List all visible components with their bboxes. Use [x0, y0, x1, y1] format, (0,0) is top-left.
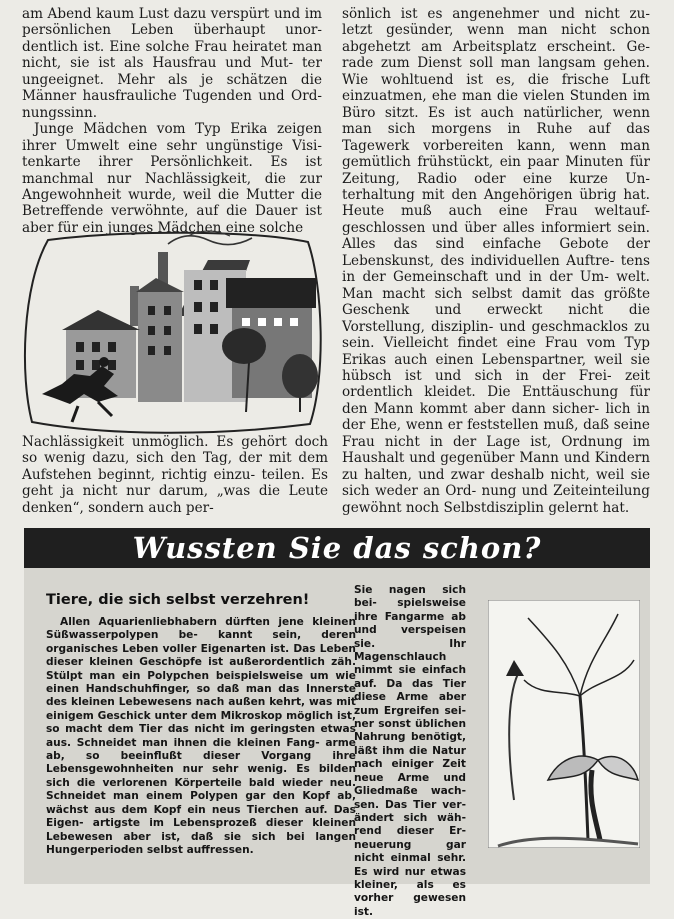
article-column-left-bottom [22, 434, 328, 516]
info-box-column-2: Sie nagen sich bei- spielsweise ihre Fangarme ab und verspeisen sie. Ihr Magenschlauch nimmt sie einfach auf. Da das Tier diese Arme aber zum Ergreifen sei- ner sonst üblichen Nahrung benötigt, läßt ihm die Natur nach einiger Zeit neue Arme und Gliedmaße wach- sen. Das Tier ver- ändert sich wäh- rend dieser Er- neuerung gar nicht einmal sehr. Es wird nur etwas kleiner, als es vorher gewesen ist. [354, 584, 466, 918]
info-box-column-1: Allen Aquarienliebhabern dürften jene kleinen Süßwasserpolypen be- kannt sein, deren organisches Leben voller Eigenarten ist. Das Leben dieser kleinen Geschöpfe ist außerordentlich zäh. Stülpt man ein Polypchen beispielsweise um wie einen Handschuhfinger, so daß man das Innerste des kleinen Lebewesens nach außen kehrt, was mit einigem Geschick unter dem Mikroskop möglich ist, so macht dem Tier das nicht im geringsten etwas aus. Schneidet man ihnen die kleinen Fang- arme ab, so beeinflußt dieser Vorgang ihre Lebensgewohnheiten nur sehr wenig. Es bilden sich die verlorenen Körperteile bald wieder neu. Schneidet man einem Polypen gar den Kopf ab, wächst aus dem Kopf ein neus Tierchen auf. Das Eigen- artigste im Lebensprozeß dieser kleinen Lebewesen aber ist, daß sie sich bei langen Hungerperioden selbst auffressen. [46, 616, 357, 856]
article-column-left-top [22, 6, 322, 236]
info-box-header-title: Wussten Sie das schon? [132, 531, 542, 565]
info-box-article-title: Tiere, die sich selbst verzehren! [46, 592, 310, 608]
info-box [24, 528, 650, 918]
paragraph-1: am Abend kaum Lust dazu verspürt und im persönlichen Leben überhaupt unor- dentlich ist. Eine solche Frau heiratet man nicht, sie ist als Hausfrau und Mut- ter ungeeignet. Mehr als je schätzen die Männer hausfrauliche Tugenden und Ord- nungssinn. [22, 6, 323, 121]
polyp-illustration [488, 600, 640, 848]
info-box-header [24, 528, 650, 568]
paragraph-4: sönlich ist es angenehmer und nicht zu- letzt gesünder, wenn man nicht schon abgehetzt am Arbeitsplatz erscheint. Ge- rade zum Dienst soll man langsam gehen. Wie wohltuend ist es, die frische Luft einzuatmen, ehe man die vielen Stunden im Büro sitzt. Es ist auch natürlicher, wenn man sich morgens in Ruhe auf das Tagewerk vorbereiten kann, wenn man gemütlich frühstückt, ein paar Minuten für Zeitung, Radio oder eine kurze Un- terhaltung mit den Angehörigen übrig hat. Heute muß auch eine Frau weltauf- geschlossen und über alles informiert sein. Alles das sind einfache Gebote der Lebenskunst, des individuellen Auftre- tens in der Gemeinschaft und in der Um- welt. Man macht sich selbst damit das größte Geschenk und erweckt nicht die Vorstellung, disziplin- und geschmacklos zu sein. Vielleicht findet eine Frau vom Typ Erikas auch einen Lebenspartner, weil sie hübsch ist und sich in der Frei- zeit ordentlich kleidet. Die Enttäuschung für den Mann kommt aber dann sicher- lich in der Ehe, wenn er feststellen muß, daß seine Frau nicht in der Lage ist, Ordnung im Haushalt und gegenüber Mann und Kindern zu halten, und zwar deshalb nicht, weil sie sich weder an Ord- nung und Zeiteinteilung gewöhnt noch Selbstdisziplin gelernt hat. [342, 6, 651, 516]
paragraph-3: Nachlässigkeit unmöglich. Es gehört doch so wenig dazu, sich den Tag, der mit dem Aufstehen beginnt, richtig einzu- teilen. Es geht ja nicht nur darum, „was die Leute denken“, sondern auch per- [22, 434, 329, 516]
factory-illustration [18, 226, 328, 438]
article-column-right [342, 6, 650, 516]
paragraph-2: Junge Mädchen vom Typ Erika zeigen ihrer Umwelt eine sehr ungünstige Visi- tenkarte ihrer Persönlichkeit. Es ist manchmal nur Nachlässigkeit, die zur Angewohnheit wurde, weil die Mutter die Betreffende verwöhnte, auf die Dauer ist aber für ein junges Mädchen eine solche [22, 121, 322, 236]
